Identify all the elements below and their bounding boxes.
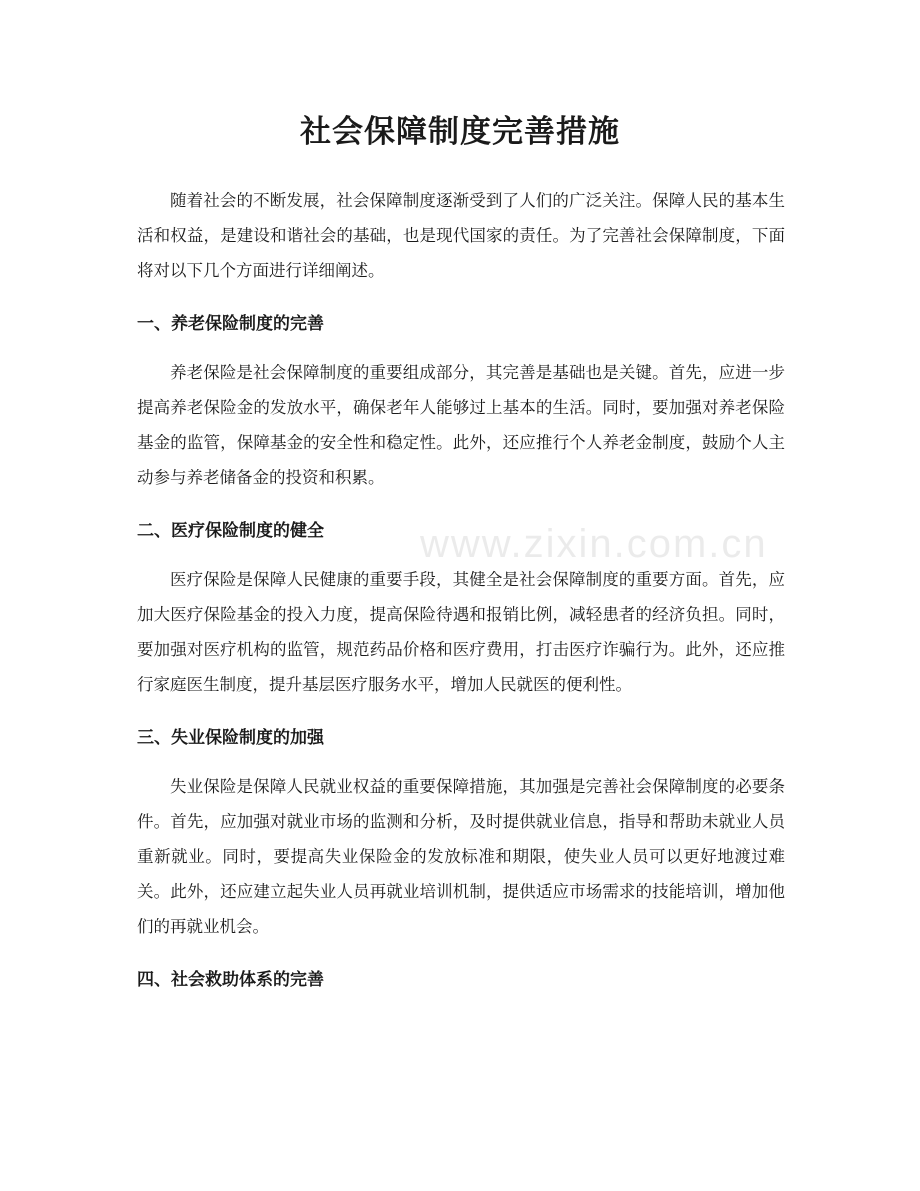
section-body-medical: 医疗保险是保障人民健康的重要手段，其健全是社会保障制度的重要方面。首先，应加大医疗保险基金的投入力度，提高保险待遇和报销比例，减轻患者的经济负担。同时，要加强对医疗机构的监管，规范药品价格和医疗费用，打击医疗诈骗行为。此外，还应推行家庭医生制度，提升基层医疗服务水平，增加人民就医的便利性。 bbox=[137, 570, 785, 694]
document-title: 社会保障制度完善措施 bbox=[300, 114, 620, 150]
section-body-unemployment: 失业保险是保障人民就业权益的重要保障措施，其加强是完善社会保障制度的必要条件。首先，应加强对就业市场的监测和分析，及时提供就业信息，指导和帮助未就业人员重新就业。同时，要提高失业保险金的发放标准和期限，使失业人员可以更好地渡过难关。此外，还应建立起失业人员再就业培训机制，提供适应市场需求的技能培训，增加他们的再就业机会。 bbox=[137, 777, 785, 936]
section-heading-social-assistance: 四、社会救助体系的完善 bbox=[137, 970, 324, 990]
document-content bbox=[137, 183, 785, 998]
watermark-text: www.zixin.com.cn bbox=[420, 522, 768, 566]
section-heading-medical: 二、医疗保险制度的健全 bbox=[137, 521, 324, 541]
section-heading-pension: 一、养老保险制度的完善 bbox=[137, 314, 324, 334]
section-heading-unemployment: 三、失业保险制度的加强 bbox=[137, 728, 324, 748]
intro-paragraph: 随着社会的不断发展，社会保障制度逐渐受到了人们的广泛关注。保障人民的基本生活和权益，是建设和谐社会的基础，也是现代国家的责任。为了完善社会保障制度，下面将对以下几个方面进行详细阐述。 bbox=[137, 191, 785, 280]
section-body-pension: 养老保险是社会保障制度的重要组成部分，其完善是基础也是关键。首先，应进一步提高养老保险金的发放水平，确保老年人能够过上基本的生活。同时，要加强对养老保险基金的监管，保障基金的安全性和稳定性。此外，还应推行个人养老金制度，鼓励个人主动参与养老储备金的投资和积累。 bbox=[137, 363, 785, 487]
